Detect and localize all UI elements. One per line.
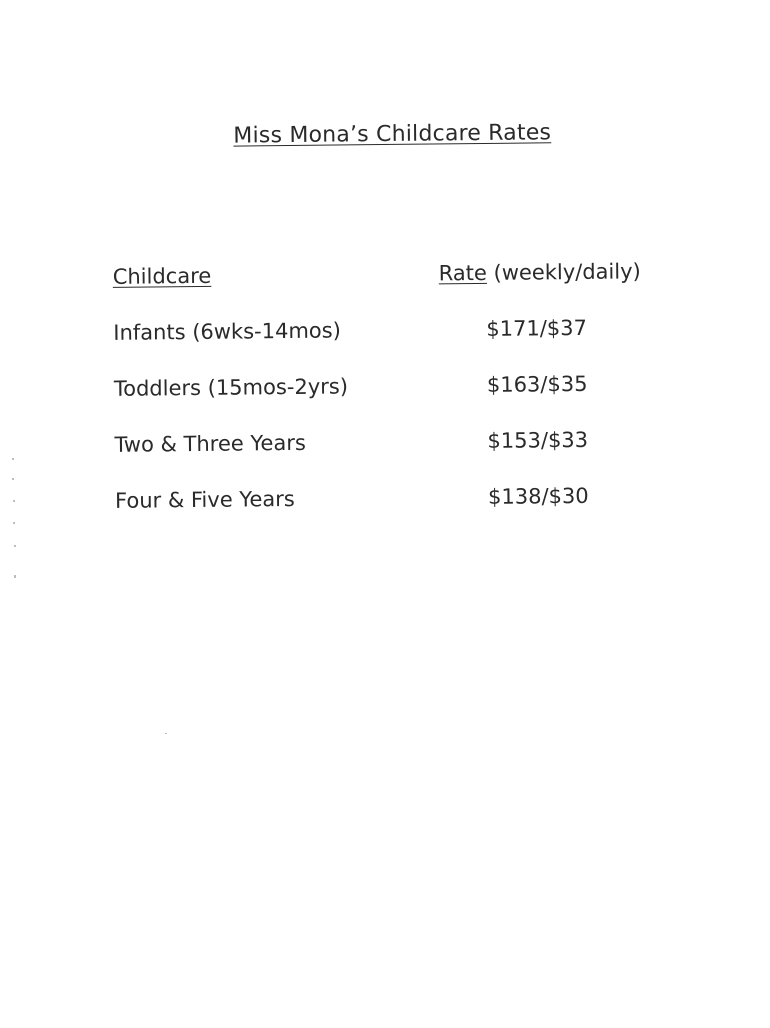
row-category: Toddlers (15mos-2yrs)	[113, 374, 349, 401]
table-header	[113, 259, 694, 321]
header-rate-label: Rate	[438, 260, 488, 286]
rates-table	[113, 259, 696, 545]
row-rate: $163/$35	[486, 371, 588, 397]
row-category: Two & Three Years	[114, 430, 306, 457]
scan-speck	[14, 545, 16, 547]
table-row	[113, 315, 694, 377]
page-title: Miss Mona’s Childcare Rates	[233, 120, 552, 149]
scan-speck	[13, 500, 15, 502]
scan-speck	[12, 478, 14, 480]
row-rate: $138/$30	[487, 483, 589, 509]
scan-speck	[12, 458, 14, 460]
row-category: Infants (6wks-14mos)	[113, 318, 341, 345]
table-row	[114, 371, 695, 433]
scan-speck	[13, 522, 15, 524]
row-rate: $171/$37	[486, 315, 588, 341]
header-childcare: Childcare	[112, 263, 212, 289]
table-row	[114, 427, 695, 489]
row-rate: $153/$33	[487, 427, 589, 453]
scan-speck	[14, 575, 16, 578]
row-category: Four & Five Years	[114, 486, 295, 513]
table-row	[115, 483, 696, 545]
header-rate-suffix: (weekly/daily)	[486, 259, 641, 285]
header-rate	[439, 259, 641, 285]
scan-speck	[165, 733, 167, 734]
